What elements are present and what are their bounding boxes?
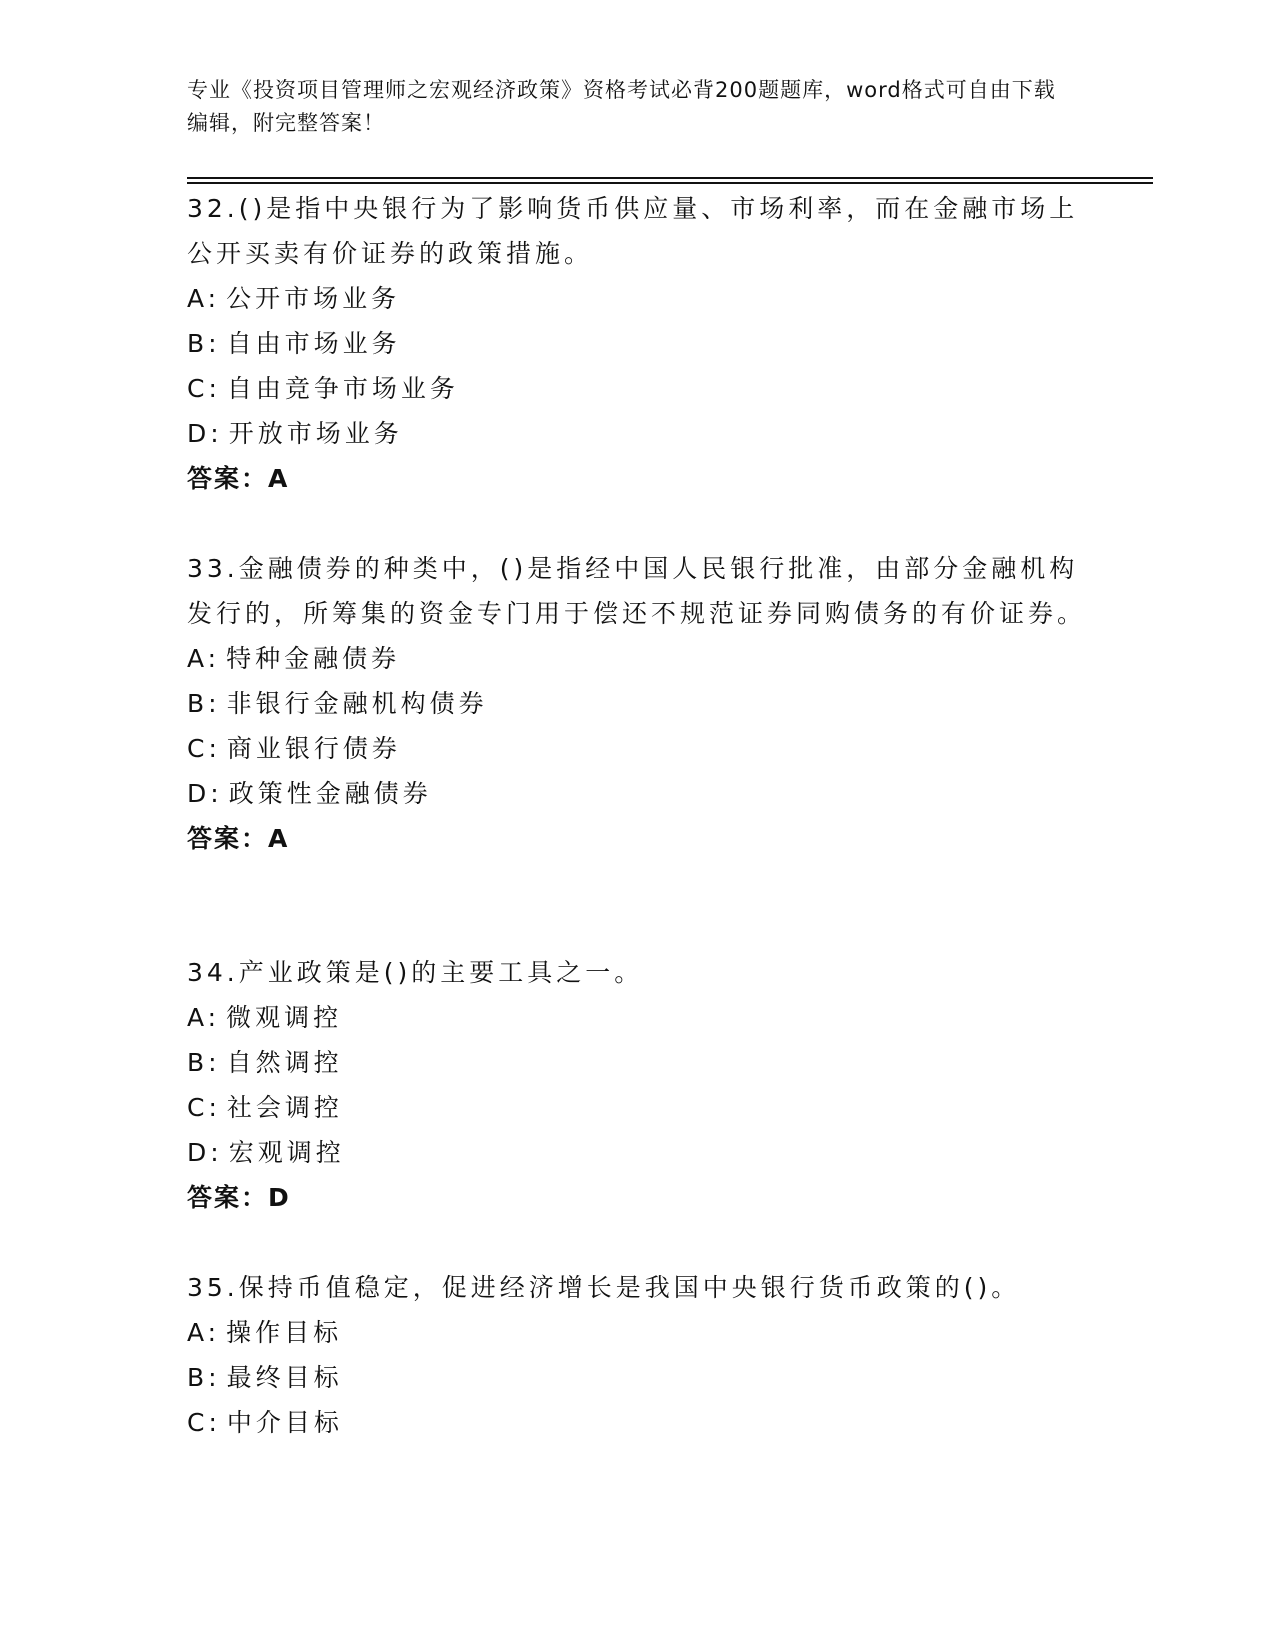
option-d: [187, 411, 1087, 456]
question-34: [187, 950, 1087, 1220]
question-stem: 35.保持币值稳定，促进经济增长是我国中央银行货币政策的()。: [187, 1273, 1021, 1302]
document-header: 专业《投资项目管理师之宏观经济政策》资格考试必背200题题库，word格式可自由下载编辑，附完整答案！: [187, 78, 1056, 135]
option-text: 政策性金融债券: [228, 779, 432, 808]
option-key: C:: [187, 1408, 221, 1437]
option-text: 开放市场业务: [228, 419, 403, 448]
option-c: [187, 726, 1087, 771]
option-text: 公开市场业务: [226, 284, 401, 313]
option-key: A:: [187, 284, 221, 313]
option-a: [187, 1310, 1087, 1355]
option-key: D:: [187, 779, 223, 808]
option-text: 中介目标: [226, 1408, 343, 1437]
option-a: [187, 276, 1087, 321]
question-35: [187, 1265, 1087, 1445]
option-text: 自然调控: [226, 1048, 343, 1077]
option-key: B:: [187, 329, 221, 358]
option-key: C:: [187, 1093, 221, 1122]
option-key: D:: [187, 1138, 223, 1167]
option-key: C:: [187, 734, 221, 763]
question-stem: 32.()是指中央银行为了影响货币供应量、市场利率，而在金融市场上公开买卖有价证券的政策措施。: [187, 194, 1079, 268]
option-b: [187, 1355, 1087, 1400]
option-b: [187, 681, 1087, 726]
option-c: [187, 1400, 1087, 1445]
option-key: A:: [187, 1318, 221, 1347]
option-text: 微观调控: [226, 1003, 343, 1032]
option-text: 宏观调控: [228, 1138, 345, 1167]
option-key: B:: [187, 689, 221, 718]
option-b: [187, 321, 1087, 366]
option-text: 社会调控: [226, 1093, 343, 1122]
option-a: [187, 995, 1087, 1040]
option-text: 非银行金融机构债券: [226, 689, 488, 718]
option-key: A:: [187, 644, 221, 673]
answer-line: 答案：A: [187, 824, 290, 853]
question-32: [187, 186, 1087, 501]
header-divider-top: [187, 177, 1153, 179]
option-key: C:: [187, 374, 221, 403]
option-key: A:: [187, 1003, 221, 1032]
answer-line: 答案：D: [187, 1183, 291, 1212]
option-key: B:: [187, 1363, 221, 1392]
option-text: 特种金融债券: [226, 644, 401, 673]
option-text: 最终目标: [226, 1363, 343, 1392]
question-stem: 33.金融债券的种类中，()是指经中国人民银行批准，由部分金融机构发行的，所筹集的资金专门用于偿还不规范证券同购债务的有价证券。: [187, 554, 1087, 628]
option-b: [187, 1040, 1087, 1085]
question-stem: 34.产业政策是()的主要工具之一。: [187, 958, 644, 987]
option-key: B:: [187, 1048, 221, 1077]
option-d: [187, 1130, 1087, 1175]
option-c: [187, 366, 1087, 411]
answer-line: 答案：A: [187, 464, 290, 493]
option-c: [187, 1085, 1087, 1130]
option-text: 商业银行债券: [226, 734, 401, 763]
option-key: D:: [187, 419, 223, 448]
option-a: [187, 636, 1087, 681]
option-text: 操作目标: [226, 1318, 343, 1347]
option-d: [187, 771, 1087, 816]
header-divider-bottom: [187, 182, 1153, 184]
option-text: 自由市场业务: [226, 329, 401, 358]
option-text: 自由竞争市场业务: [226, 374, 459, 403]
question-33: [187, 546, 1087, 861]
